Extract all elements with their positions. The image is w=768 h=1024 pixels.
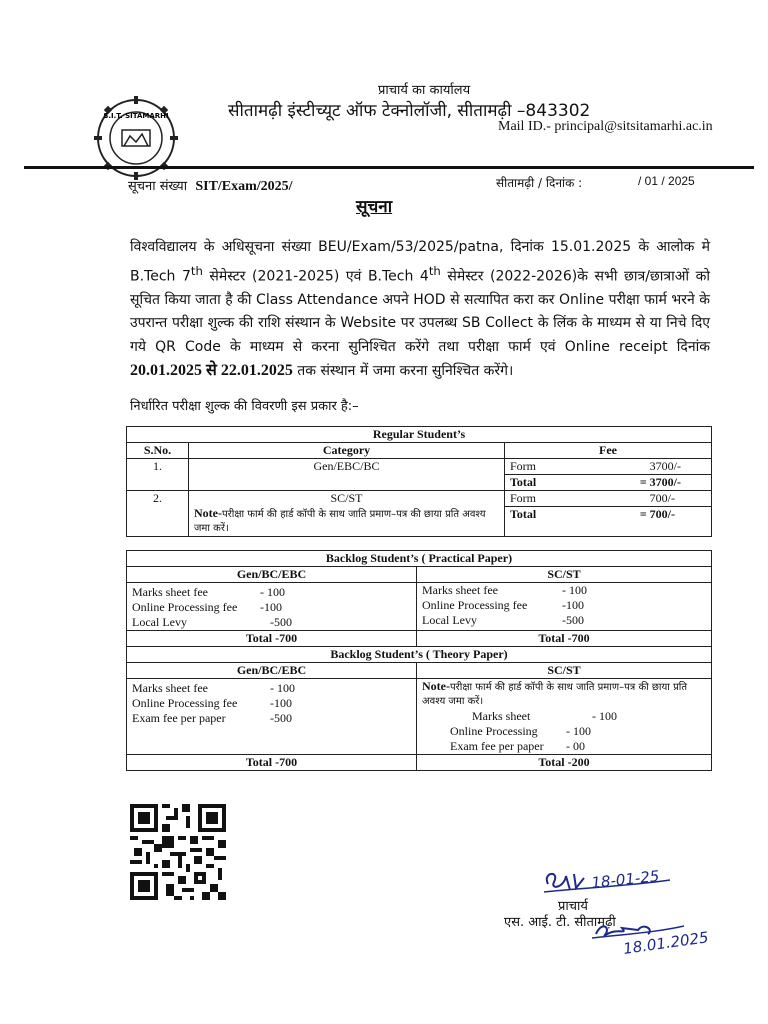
notice-number xyxy=(128,176,293,195)
list-item: Online Processing fee -100 xyxy=(422,598,584,612)
list-item: Local Levy -500 xyxy=(132,615,292,629)
practical-gen-total: Total -700 xyxy=(127,631,417,647)
table-row: 1. Gen/EBC/BC Form 3700/- Total = 3700/- xyxy=(127,459,712,491)
theory-title: Backlog Student’s ( Theory Paper) xyxy=(127,647,712,663)
signatory-place: एस. आई. टी. सीतामढ़ी xyxy=(504,915,616,930)
svg-text:18.01.2025: 18.01.2025 xyxy=(622,928,710,958)
principal-signature xyxy=(540,862,690,896)
institute-name: सीतामढ़ी इंस्टीच्यूट ऑफ टेक्नोलॉजी, सीतामढ़ी –843302 xyxy=(228,101,591,121)
theory-col-sc: SC/ST xyxy=(417,663,712,679)
col-category: Category xyxy=(189,443,505,459)
theory-note: Note-परीक्षा फार्म की हार्ड कॉपी के साथ जाति प्रमाण–पत्र की छाया प्रति अवश्य जमा करें। xyxy=(422,679,688,707)
list-item: Online Processing fee -100 xyxy=(132,600,282,614)
theory-gen-total: Total -700 xyxy=(127,755,417,771)
payment-qr-code[interactable] xyxy=(130,804,226,900)
list-item: Marks sheet fee - 100 xyxy=(132,681,295,695)
header-rule xyxy=(24,166,754,169)
date-label: सीतामढ़ी / दिनांक : xyxy=(496,176,583,190)
signatory-role: प्राचार्य xyxy=(558,899,588,914)
notice-body: विश्वविद्यालय के अधिसूचना संख्या BEU/Exam/53/2025/patna, दिनांक 15.01.2025 के आलोक मे B.Tech 7th सेमेस्टर (2021-2025) एवं B.Tech 4th सेमेस्टर (2022-2026)के सभी छात्र/छात्राओं को सूचित किया जाता है की Class Attendance अपने HOD से सत्यापित करा कर Online परीक्षा फार्म भरने के उपरान्त परीक्षा शुल्क की राशि संस्थान के Website पर उपलब्ध SB Collect के लिंक के माध्यम से या निचे दिए गये QR Code के माध्यम से करना सुनिश्चित करेंगे तथा परीक्षा फार्म एवं Online receipt दिनांक 20.01.2025 से 22.01.2025 तक संस्थान में जमा करना सुनिश्चित करेंगे। xyxy=(130,239,710,380)
col-sno: S.No. xyxy=(127,443,189,459)
practical-sc-total: Total -700 xyxy=(417,631,712,647)
regular-note: Note-परीक्षा फार्म की हार्ड कॉपी के साथ जाति प्रमाण–पत्र की छाया प्रति अवश्य जमा करें। xyxy=(194,506,486,534)
list-item: Local Levy -500 xyxy=(422,613,584,627)
second-signature xyxy=(588,916,728,960)
mail-id: Mail ID.- principal@sitsitamarhi.ac.in xyxy=(498,119,713,134)
table-row: 2. SC/ST Note-परीक्षा फार्म की हार्ड कॉपी के साथ जाति प्रमाण–पत्र की छाया प्रति अवश्य जमा करें। Form 700/- Total = 700/- xyxy=(127,491,712,537)
backlog-fee-table xyxy=(126,550,712,771)
list-item: Exam fee per paper - 00 xyxy=(450,739,585,753)
office-heading: प्राचार्य का कार्यालय xyxy=(378,83,471,98)
list-item: Marks sheet fee - 100 xyxy=(422,583,587,597)
theory-sc-total: Total -200 xyxy=(417,755,712,771)
list-item: Exam fee per paper -500 xyxy=(132,711,292,725)
date-value: / 01 / 2025 xyxy=(638,174,695,188)
notice-title: सूचना xyxy=(356,197,393,217)
regular-table-title: Regular Student’s xyxy=(127,427,712,443)
practical-col-gen: Gen/BC/EBC xyxy=(127,567,417,583)
list-item: Marks sheet fee - 100 xyxy=(132,585,285,599)
notice-number-value: SIT/Exam/2025/ xyxy=(195,179,293,194)
theory-col-gen: Gen/BC/EBC xyxy=(127,663,417,679)
list-item: Online Processing - 100 xyxy=(450,724,591,738)
svg-text:18-01-25: 18-01-25 xyxy=(590,866,661,892)
fee-intro: निर्धारित परीक्षा शुल्क की विवरणी इस प्रकार है:– xyxy=(130,399,359,414)
practical-col-sc: SC/ST xyxy=(417,567,712,583)
submission-dates: 20.01.2025 से 22.01.2025 xyxy=(130,362,293,380)
practical-title: Backlog Student’s ( Practical Paper) xyxy=(127,551,712,567)
list-item: Online Processing fee -100 xyxy=(132,696,292,710)
notice-number-label: सूचना संख्या xyxy=(128,179,188,194)
regular-fee-table xyxy=(126,426,712,537)
list-item: Marks sheet - 100 xyxy=(472,709,617,723)
col-fee: Fee xyxy=(505,443,712,459)
svg-text:S.I.T. SITAMARHI: S.I.T. SITAMARHI xyxy=(103,112,169,120)
